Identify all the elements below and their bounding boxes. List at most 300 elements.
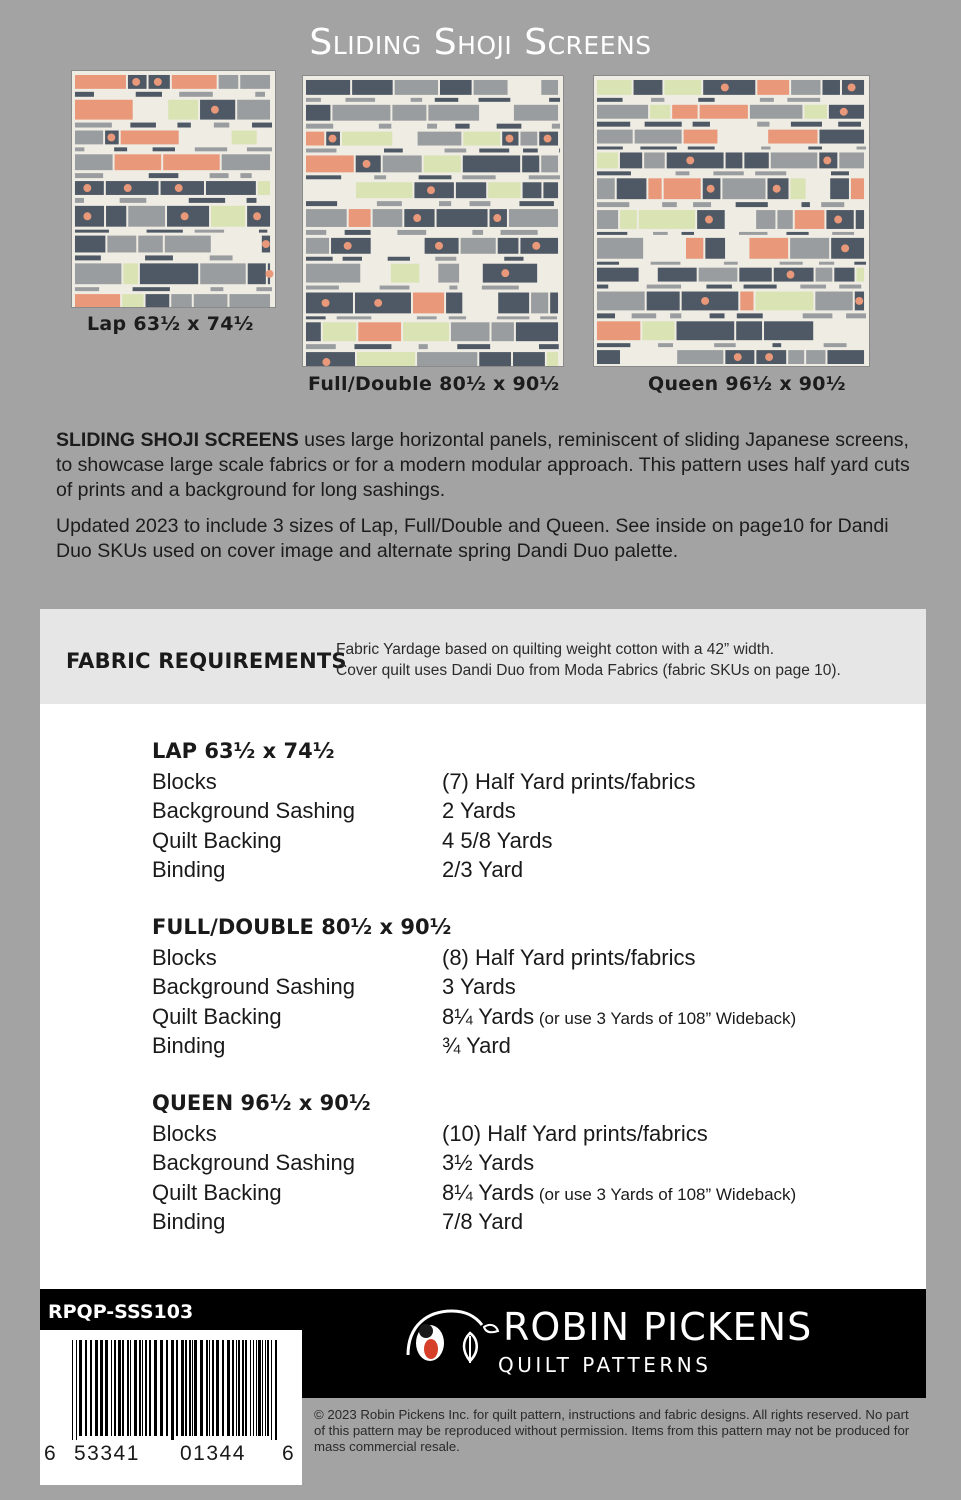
quilt-panel xyxy=(597,210,618,229)
quilt-panel xyxy=(684,130,718,144)
size-lap xyxy=(152,736,912,884)
quilt-sashing-strip xyxy=(640,147,676,150)
quilt-panel xyxy=(437,209,488,227)
quilt-sashing-strip xyxy=(658,343,673,347)
req-amount: (10) Half Yard prints/fabrics xyxy=(442,1121,708,1146)
quilt-panel xyxy=(229,294,270,307)
quilt-sashing-strip xyxy=(819,262,834,265)
quilt-panel xyxy=(856,210,864,229)
barcode-bar xyxy=(232,1340,234,1436)
quilt-sashing-strip xyxy=(445,149,467,153)
barcode-bar xyxy=(171,1340,174,1440)
quilt-flower-motif xyxy=(841,244,849,252)
quilt-sashing-strip xyxy=(75,230,109,233)
quilt-sashing-strip xyxy=(803,313,833,318)
quilt-sashing-strip xyxy=(497,124,522,129)
quilt-panel xyxy=(744,152,768,168)
quilt-panel xyxy=(222,154,270,170)
quilt-flower-motif xyxy=(721,83,729,91)
quilt-panel xyxy=(200,263,246,284)
quilt-sashing-strip xyxy=(306,316,326,319)
quilt-sashing-strip xyxy=(688,147,715,150)
quilt-sashing-strip xyxy=(449,316,466,319)
quilt-sashing-strip xyxy=(306,257,333,261)
quilt-panel xyxy=(664,178,701,199)
quilt-sashing-strip xyxy=(177,123,190,128)
quilt-panel xyxy=(306,209,347,227)
quilt-sashing-strip xyxy=(824,343,847,347)
req-value xyxy=(442,1031,511,1060)
quilt-caption-full-double: Full/Double 80½ x 90½ xyxy=(308,373,560,395)
barcode-bar xyxy=(258,1340,261,1436)
req-amount: 7/8 Yard xyxy=(442,1208,524,1234)
quilt-sashing-strip xyxy=(384,149,403,153)
quilt-flower-motif xyxy=(124,184,132,192)
quilt-panel xyxy=(648,178,661,199)
quilt-panel xyxy=(355,293,411,314)
barcode-bar xyxy=(200,1340,203,1436)
quilt-panel xyxy=(464,293,496,314)
quilt-sashing-strip xyxy=(75,92,94,97)
quilt-panel xyxy=(677,321,735,340)
quilt-sashing-strip xyxy=(354,344,391,349)
quilt-panel xyxy=(639,210,695,229)
quilt-panel xyxy=(541,80,558,95)
quilt-sashing-strip xyxy=(306,286,339,290)
quilt-sashing-strip xyxy=(427,124,437,129)
quilt-sashing-strip xyxy=(821,202,844,207)
barcode-bar xyxy=(256,1340,257,1436)
quilt-flower-motif xyxy=(435,242,443,250)
barcode-bar xyxy=(275,1340,277,1440)
quilt-panel xyxy=(463,132,500,146)
quilt-sashing-strip xyxy=(179,92,213,97)
quilt-panel xyxy=(513,352,545,366)
quilt-sashing-strip xyxy=(800,285,826,289)
quilt-panel xyxy=(140,263,198,284)
quilt-flower-motif xyxy=(344,242,352,250)
req-value xyxy=(442,1119,708,1148)
quilt-flower-motif xyxy=(734,353,742,361)
quilt-sashing-strip xyxy=(597,232,627,235)
quilt-sashing-strip xyxy=(682,232,694,235)
barcode-digit-group-1: 53341 xyxy=(74,1442,140,1465)
quilt-panel xyxy=(383,155,422,172)
barcode-digit-first: 6 xyxy=(44,1442,56,1465)
quilt-flower-motif xyxy=(322,358,330,366)
req-label: Blocks xyxy=(152,945,217,970)
quilt-panel xyxy=(757,80,789,95)
quilt-sashing-strip xyxy=(75,287,99,291)
quilt-sashing-strip xyxy=(737,313,763,318)
quilt-panel xyxy=(658,268,697,282)
quilt-panel xyxy=(306,155,354,172)
quilt-panel xyxy=(543,182,558,198)
quilt-flower-motif xyxy=(374,299,382,307)
quilt-flower-motif xyxy=(329,135,337,143)
barcode-bar xyxy=(262,1340,263,1436)
req-row xyxy=(152,826,912,855)
barcode-bar xyxy=(271,1340,272,1440)
quilt-sashing-strip xyxy=(791,122,822,127)
quilt-flower-motif xyxy=(765,353,773,361)
quilt-panel xyxy=(635,130,682,144)
quilt-queen-graphic xyxy=(594,76,869,366)
req-row xyxy=(152,1002,912,1031)
barcode-bar xyxy=(176,1340,178,1436)
quilt-panel xyxy=(395,80,438,95)
quilt-sashing-strip xyxy=(597,343,630,347)
quilt-panel xyxy=(756,210,775,229)
quilt-sashing-strip xyxy=(839,285,861,289)
quilt-sashing-strip xyxy=(306,98,321,102)
quilt-sashing-strip xyxy=(247,147,272,151)
quilt-panel xyxy=(106,206,126,227)
quilt-sashing-strip xyxy=(388,257,410,261)
barcode-bar xyxy=(127,1340,129,1436)
quilt-panel xyxy=(768,130,817,144)
quilt-sashing-strip xyxy=(857,147,866,150)
quilt-panel xyxy=(516,322,558,341)
quilt-flower-motif xyxy=(427,186,435,194)
req-note: (or use 3 Yards of 108” Wideback) xyxy=(534,1184,797,1204)
quilt-panel xyxy=(791,80,820,95)
quilt-panel xyxy=(827,350,864,364)
quilt-panel xyxy=(539,264,558,283)
barcode-bar xyxy=(149,1340,151,1436)
quilt-panel xyxy=(356,182,412,198)
quilt-panel xyxy=(206,181,256,195)
quilt-panel xyxy=(727,210,754,229)
quilt-panel xyxy=(75,75,126,89)
quilt-sashing-strip xyxy=(479,149,509,153)
quilt-panel xyxy=(306,182,354,198)
quilt-sashing-strip xyxy=(519,201,553,206)
quilt-panel xyxy=(488,182,520,198)
barcode-bar xyxy=(105,1340,108,1436)
quilt-sashing-strip xyxy=(597,202,629,207)
req-value xyxy=(442,1207,523,1236)
quilt-sashing-strip xyxy=(259,230,267,233)
barcode-bar xyxy=(227,1340,230,1436)
barcode-digit-group-2: 01344 xyxy=(180,1442,246,1465)
barcode-bar xyxy=(222,1340,224,1436)
quilt-sashing-strip xyxy=(761,147,770,150)
quilt-flower-motif xyxy=(181,212,189,220)
barcode-bar xyxy=(206,1340,208,1436)
quilt-panel xyxy=(597,130,633,144)
quilt-panel xyxy=(597,321,640,340)
quilt-panel xyxy=(456,182,486,198)
quilt-panel xyxy=(461,238,496,254)
req-amount: 3½ Yards xyxy=(442,1150,535,1176)
quilt-sashing-strip xyxy=(343,257,362,261)
barcode-bar xyxy=(189,1340,191,1436)
quilt-panel xyxy=(822,80,840,95)
req-amount: 2/3 Yard xyxy=(442,856,524,882)
req-value xyxy=(442,972,516,1001)
quilt-sashing-strip xyxy=(710,313,725,318)
quilt-sashing-strip xyxy=(114,147,127,151)
quilt-panel xyxy=(856,268,864,282)
quilt-panel xyxy=(727,238,747,259)
quilt-sashing-strip xyxy=(698,98,714,102)
req-label: Background Sashing xyxy=(152,798,356,824)
quilt-caption-lap: Lap 63½ x 74½ xyxy=(87,313,254,335)
req-amount: (8) Half Yard prints/fabrics xyxy=(442,945,696,970)
quilt-panel xyxy=(777,210,792,229)
brand-subtitle: QUILT PATTERNS xyxy=(498,1353,712,1377)
barcode-bar xyxy=(145,1340,147,1436)
quilt-panel xyxy=(194,294,228,307)
quilt-panel xyxy=(620,210,637,229)
quilt-sashing-strip xyxy=(693,202,711,207)
quilt-sashing-strip xyxy=(780,262,803,265)
copyright-notice: © 2023 Robin Pickens Inc. for quilt pattern, instructions and fabric designs. All rights reserved. No part of this pattern may be reproduced without permission. Items from this pattern may not be produced for mass commercial resale. xyxy=(314,1407,910,1454)
quilt-panel xyxy=(771,152,818,168)
quilt-sashing-strip xyxy=(256,287,272,291)
quilt-lap-graphic xyxy=(72,71,275,307)
quilt-sashing-strip xyxy=(75,255,101,260)
quilt-sashing-strip xyxy=(379,124,391,129)
quilt-sashing-strip xyxy=(760,98,774,102)
req-label: Quilt Backing xyxy=(152,1179,282,1205)
quilt-panel xyxy=(816,268,833,282)
quilt-panel xyxy=(424,155,461,172)
quilt-sashing-strip xyxy=(252,123,272,128)
quilt-panel xyxy=(394,132,415,146)
quilt-sashing-strip xyxy=(306,230,326,235)
quilt-sashing-strip xyxy=(153,147,175,151)
quilt-sashing-strip xyxy=(597,285,608,289)
quilt-sashing-strip xyxy=(478,98,510,102)
quilt-panel xyxy=(446,293,462,314)
quilt-panel xyxy=(815,292,852,311)
quilt-flower-motif xyxy=(493,214,501,222)
barcode-bar xyxy=(85,1340,87,1436)
req-value xyxy=(442,767,696,796)
quilt-panel xyxy=(851,178,864,199)
quilt-panel xyxy=(349,209,371,227)
quilt-flower-motif xyxy=(506,135,514,143)
barcode-digit-last: 6 xyxy=(282,1442,294,1465)
quilt-sashing-strip xyxy=(306,124,333,129)
req-row xyxy=(152,767,912,796)
quilt-sashing-strip xyxy=(210,173,229,178)
fabric-requirements-panel xyxy=(40,609,926,1289)
quilt-panel xyxy=(352,80,393,95)
quilt-sashing-strip xyxy=(306,344,336,349)
quilt-panel xyxy=(686,238,703,259)
quilt-panel xyxy=(664,80,701,95)
fabric-note-line-1: Fabric Yardage based on quilting weight cotton with a 42” width. xyxy=(336,641,774,658)
quilt-panel xyxy=(428,105,479,121)
quilt-sashing-strip xyxy=(419,175,452,179)
quilt-flower-motif xyxy=(823,156,831,164)
quilt-panel xyxy=(413,293,444,314)
quilt-panel xyxy=(645,238,684,259)
quilt-sashing-strip xyxy=(653,232,668,235)
quilt-panel xyxy=(722,178,765,199)
quilt-sashing-strip xyxy=(597,171,631,175)
barcode-bar xyxy=(111,1340,112,1436)
req-label: Background Sashing xyxy=(152,1150,356,1176)
quilt-flower-motif xyxy=(705,216,713,224)
quilt-sashing-strip xyxy=(377,201,402,206)
quilt-sashing-strip xyxy=(838,122,861,127)
quilt-panel xyxy=(135,100,167,120)
req-value xyxy=(442,1148,534,1177)
quilt-sashing-strip xyxy=(130,123,156,128)
req-label: Binding xyxy=(152,1032,226,1058)
barcode-bars xyxy=(50,1340,292,1440)
quilt-flower-motif xyxy=(686,156,694,164)
quilt-panel xyxy=(115,154,162,170)
req-value xyxy=(442,796,516,825)
quilt-sashing-strip xyxy=(75,173,103,178)
req-row xyxy=(152,796,912,825)
quilt-flower-motif xyxy=(175,184,183,192)
quilt-sashing-strip xyxy=(449,286,457,290)
req-row xyxy=(152,1031,912,1060)
fabric-requirements-title: FABRIC REQUIREMENTS xyxy=(66,649,347,673)
quilt-sashing-strip xyxy=(540,316,557,319)
quilt-panel xyxy=(642,321,674,340)
quilt-panel xyxy=(531,293,548,314)
quilt-panel xyxy=(736,321,762,340)
quilt-flower-motif xyxy=(413,214,421,222)
quilt-sashing-strip xyxy=(744,285,777,289)
quilt-panel xyxy=(258,181,270,195)
quilt-panel xyxy=(168,100,198,120)
req-amount: 3 Yards xyxy=(442,974,516,1000)
req-amount: 2 Yards xyxy=(442,798,516,824)
req-row xyxy=(152,855,912,884)
quilt-panel xyxy=(699,268,738,282)
barcode-bar xyxy=(209,1340,210,1436)
quilt-panel xyxy=(483,264,537,283)
quilt-panel xyxy=(804,105,826,119)
quilt-sashing-strip xyxy=(255,92,265,97)
quilt-panel xyxy=(830,178,849,199)
quilt-panel xyxy=(323,322,356,341)
quilt-panel xyxy=(520,132,537,146)
quilt-sashing-strip xyxy=(504,257,523,261)
quilt-panel xyxy=(481,105,512,121)
quilt-panel xyxy=(306,105,330,121)
req-amount: ¾ Yard xyxy=(442,1032,511,1058)
quilt-sashing-strip xyxy=(597,98,623,102)
barcode-bar xyxy=(134,1340,137,1436)
quilt-panel xyxy=(650,105,670,119)
barcode-bar xyxy=(166,1340,168,1436)
req-row xyxy=(152,943,912,972)
quilt-sashing-strip xyxy=(470,201,491,206)
barcode-bar xyxy=(265,1340,266,1436)
quilt-sashing-strip xyxy=(597,147,623,150)
quilt-flower-motif xyxy=(544,135,552,143)
quilt-panel xyxy=(219,75,239,89)
quilt-panel xyxy=(522,155,539,172)
quilt-sashing-strip xyxy=(455,124,469,129)
quilt-panel xyxy=(839,152,864,168)
barcode xyxy=(40,1330,302,1485)
barcode-bar xyxy=(122,1340,124,1436)
quilt-panel xyxy=(597,268,639,282)
req-label: Binding xyxy=(152,1208,226,1234)
quilt-sashing-strip xyxy=(831,171,849,175)
quilt-panel xyxy=(622,350,675,364)
quilt-panel xyxy=(764,321,813,340)
barcode-bar xyxy=(238,1340,240,1436)
quilt-panel xyxy=(491,322,513,341)
barcode-bar xyxy=(245,1340,247,1436)
quilt-sashing-strip xyxy=(597,313,615,318)
quilt-panel xyxy=(181,130,230,144)
quilt-panel xyxy=(403,322,449,341)
size-heading: FULL/DOUBLE 80½ x 90½ xyxy=(152,915,452,939)
quilt-sashing-strip xyxy=(133,287,170,291)
barcode-bar xyxy=(194,1340,197,1436)
brand-name: ROBIN PICKENS xyxy=(503,1305,813,1349)
quilt-sashing-strip xyxy=(149,173,179,178)
barcode-bar xyxy=(192,1340,193,1436)
quilt-sashing-strip xyxy=(597,122,630,127)
quilt-sashing-strip xyxy=(714,343,736,347)
quilt-panel xyxy=(123,263,138,284)
quilt-sashing-strip xyxy=(693,122,710,127)
barcode-bar xyxy=(160,1340,163,1436)
quilt-panel xyxy=(332,105,390,121)
quilt-sashing-strip xyxy=(739,232,768,235)
quilt-panel xyxy=(667,152,724,168)
quilt-panel xyxy=(750,105,803,119)
barcode-bar xyxy=(142,1340,143,1436)
quilt-panel xyxy=(834,268,854,282)
quilt-sashing-strip xyxy=(808,147,822,150)
quilt-panel xyxy=(163,154,220,170)
quilt-panel xyxy=(259,130,270,144)
req-amount: 8¼ Yards xyxy=(442,1179,535,1205)
quilt-panel xyxy=(700,105,748,119)
quilt-panel xyxy=(211,206,245,227)
req-label: Background Sashing xyxy=(152,974,356,1000)
quilt-sashing-strip xyxy=(435,257,456,261)
quilt-sashing-strip xyxy=(787,98,820,102)
quilt-panel xyxy=(240,75,270,89)
req-label: Quilt Backing xyxy=(152,1003,282,1029)
barcode-bar xyxy=(236,1340,237,1436)
quilt-sashing-strip xyxy=(501,230,538,235)
req-value xyxy=(442,943,696,972)
quilt-sashing-strip xyxy=(195,230,224,233)
req-value xyxy=(442,1178,796,1209)
quilt-sashing-strip xyxy=(755,171,786,175)
quilt-panel xyxy=(498,238,519,254)
quilt-panel xyxy=(514,105,558,121)
quilt-sashing-strip xyxy=(214,123,229,128)
quilt-panel xyxy=(597,178,615,199)
quilt-panel xyxy=(75,263,121,284)
quilt-sashing-strip xyxy=(210,287,223,291)
barcode-bar xyxy=(130,1340,131,1436)
quilt-panel xyxy=(474,80,508,95)
barcode-bar xyxy=(181,1340,184,1436)
description-lead: SLIDING SHOJI SCREENS xyxy=(56,429,299,451)
quilt-sashing-strip xyxy=(195,147,227,151)
quilt-panel xyxy=(373,209,403,227)
quilt-sashing-strip xyxy=(306,149,336,153)
